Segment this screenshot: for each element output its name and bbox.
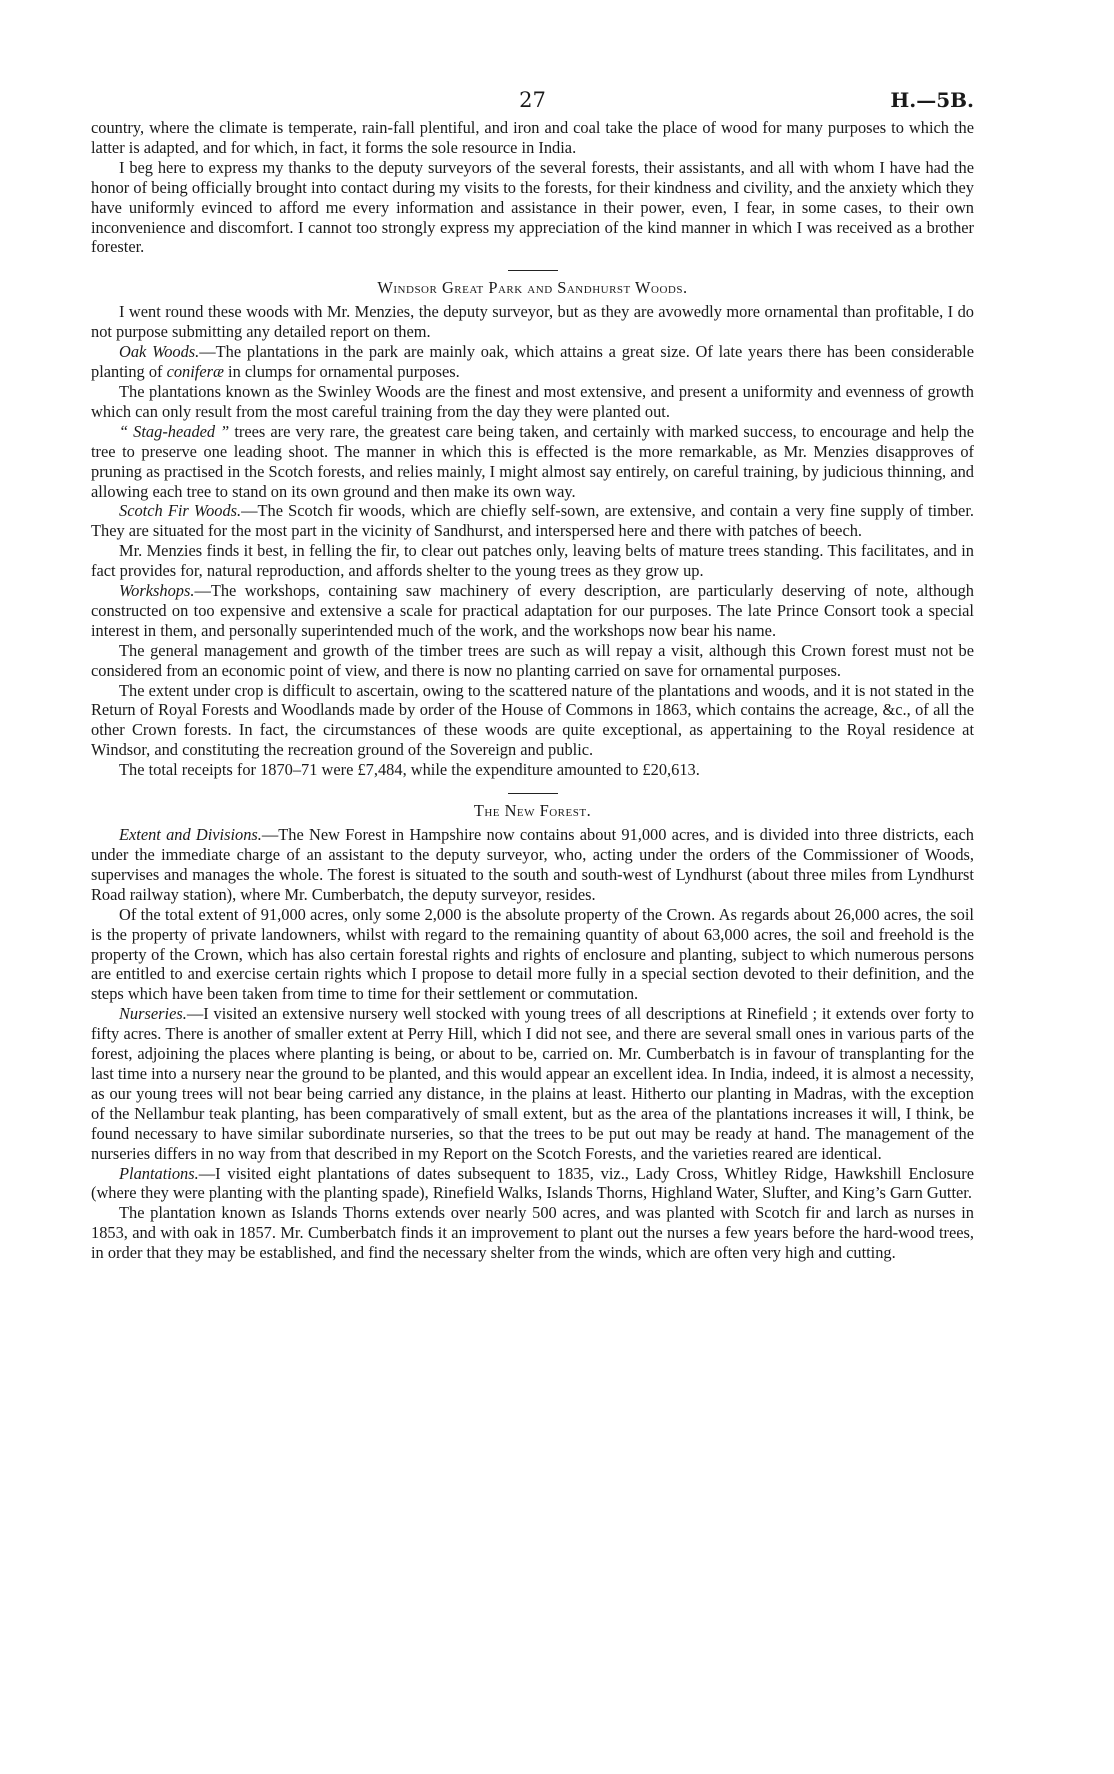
section-heading-new-forest: The New Forest. <box>473 801 592 821</box>
paragraph-extent <box>91 825 974 905</box>
document-page <box>91 88 974 1263</box>
paragraph-text: —The Scotch fir woods, which are chiefly self-sown, are extensive, and contain a very fine supply of timber. They are situated for the most part in the vicinity of Sandhurst, and interspersed here and there with patches of beech. <box>91 501 974 541</box>
body-text <box>91 118 974 1263</box>
paragraph: country, where the climate is temperate, rain-fall plentiful, and iron and coal take the place of wood for many purposes to which the latter is adapted, and for which, in fact, it forms the sole resource in India. <box>91 118 974 157</box>
paragraph-scotch-fir <box>91 501 974 541</box>
page-number: 27 <box>519 88 546 112</box>
paragraph-nurseries <box>91 1004 974 1163</box>
paragraph-text: —The plantations in the park are mainly oak, which attains a great size. Of late years there has been considerable planting of <box>91 342 974 382</box>
italic-term: coniferæ <box>166 362 224 382</box>
section-divider <box>508 270 558 271</box>
paragraph-text: —The workshops, containing saw machinery of every description, are particularly deserving of note, although constructed on too expensive and extensive a scale for practical adaptation for our purposes. The late Prince Consort took a special interest in them, and personally superintended much of the work, and the workshops now bear his name. <box>91 581 974 640</box>
side-heading: Oak Woods. <box>119 342 200 362</box>
paragraph-plantations <box>91 1164 974 1204</box>
paragraph-text: —I visited an extensive nursery well stocked with young trees of all descriptions at Rinefield ; it extends over forty to fifty acres. There is another of smaller extent at Perry Hill, which I did not see, and there are several small ones in various parts of the forest, adjoining the places where planting is being, or about to be, carried on. Mr. Cumberbatch is in favour of transplanting for the last time into a nursery near the ground to be planted, and this would appear an excellent idea. In India, indeed, it is almost a necessity, as our young trees will not bear being carried any distance, in the plains at least. Hitherto our planting in Madras, with the exception of the Nellambur teak planting, has been comparatively of small extent, but as the area of the plantations increases it will, I think, be found necessary to have similar subordinate nurseries, so that the trees to be put out may be ready at hand. The management of the nurseries differs in no way from that described in my Report on the Scotch Forests, and the varieties reared are identical. <box>91 1004 974 1163</box>
paragraph-stag-headed <box>91 422 974 502</box>
side-heading: Workshops. <box>119 581 195 601</box>
side-heading: Extent and Divisions. <box>119 825 262 845</box>
paragraph: The general management and growth of the timber trees are such as will repay a visit, although this Crown forest must not be considered from an economic point of view, and there is now no planting carried on save for ornamental purposes. <box>91 640 974 680</box>
document-reference: H.—5B. <box>890 88 974 112</box>
side-heading: Scotch Fir Woods. <box>119 501 242 521</box>
page-header <box>91 88 974 118</box>
paragraph-text: —I visited eight plantations of dates subsequent to 1835, viz., Lady Cross, Whitley Ridge, Hawkshill Enclosure (where they were planting with the planting spade), Rinefield Walks, Islands Thorns, Highland Water, Slufter, and King’s Garn Gutter. <box>91 1163 974 1203</box>
paragraph-text: in clumps for ornamental purposes. <box>223 362 460 382</box>
paragraph-workshops <box>91 581 974 641</box>
paragraph-text: trees are very rare, the greatest care being taken, and certainly with marked success, to encourage and help the tree to preserve one leading shoot. The manner in which this is effected is the more remarkable, as Mr. Menzies disapproves of pruning as practised in the Scotch forests, and relies mainly, I might almost say entirely, on careful training, by judicious thinning, and allowing each tree to stand on its own ground and then make its own way. <box>91 421 974 501</box>
section-heading-windsor: Windsor Great Park and Sandhurst Woods. <box>377 278 688 298</box>
section-divider <box>508 793 558 794</box>
paragraph: I beg here to express my thanks to the deputy surveyors of the several forests, their assistants, and all with whom I have had the honor of being officially brought into contact during my visits to the forests, for their kindness and civility, and the anxiety which they have uniformly evinced to afford me every information and assistance in their power, even, I fear, in some cases, to their own inconvenience and discomfort. I cannot too strongly express my appreciation of the kind manner in which I was received as a brother forester. <box>91 157 974 257</box>
side-heading: Plantations. <box>119 1163 199 1183</box>
side-heading: “ Stag-headed ” <box>119 421 230 441</box>
paragraph: The plantations known as the Swinley Woods are the finest and most extensive, and present a uniformity and evenness of growth which can only result from the most careful training from the day they were planted out. <box>91 381 974 421</box>
paragraph-text: —The New Forest in Hampshire now contains about 91,000 acres, and is divided into three districts, each under the immediate charge of an assistant to the deputy surveyor, who, acting under the orders of the Commissioner of Woods, supervises and manages the whole. The forest is situated to the south and south-west of Lyndhurst (about three miles from Lyndhurst Road railway station), where Mr. Cumberbatch, the deputy surveyor, resides. <box>91 825 974 904</box>
paragraph-receipts: The total receipts for 1870–71 were £7,484, while the expenditure amounted to £20,613. <box>119 760 700 780</box>
paragraph: Of the total extent of 91,000 acres, only some 2,000 is the absolute property of the Crown. As regards about 26,000 acres, the soil is the property of private landowners, whilst with regard to the remaining quantity of about 63,000 acres, the soil and freehold is the property of the Crown, which has also certain forestal rights and rights of enclosure and planting, subject to which numerous persons are entitled to and exercise certain rights which I propose to detail more fully in a special section devoted to their definition, and the steps which have been taken from time to time for their settlement or commutation. <box>91 904 974 1004</box>
paragraph: The extent under crop is difficult to ascertain, owing to the scattered nature of the plantations and woods, and it is not stated in the Return of Royal Forests and Woodlands made by order of the House of Commons in 1863, which contains the acreage, &c., of all the other Crown forests. In fact, the circumstances of these woods are quite exceptional, as appertaining to the Royal residence at Windsor, and constituting the recreation ground of the Sovereign and public. <box>91 680 974 760</box>
paragraph: Mr. Menzies finds it best, in felling the fir, to clear out patches only, leaving belts of mature trees standing. This facilitates, and in fact provides for, natural reproduction, and affords shelter to the young trees as they grow up. <box>91 541 974 581</box>
side-heading: Nurseries. <box>119 1004 187 1024</box>
paragraph-oak-woods <box>91 342 974 382</box>
paragraph: I went round these woods with Mr. Menzies, the deputy surveyor, but as they are avowedly more ornamental than profitable, I do not purpose submitting any detailed report on them. <box>91 302 974 342</box>
paragraph: The plantation known as Islands Thorns extends over nearly 500 acres, and was planted with Scotch fir and larch as nurses in 1853, and with oak in 1857. Mr. Cumberbatch finds it an improvement to plant out the nurses a few years before the hard-wood trees, in order that they may be established, and find the necessary shelter from the winds, which are often very high and cutting. <box>91 1203 974 1263</box>
